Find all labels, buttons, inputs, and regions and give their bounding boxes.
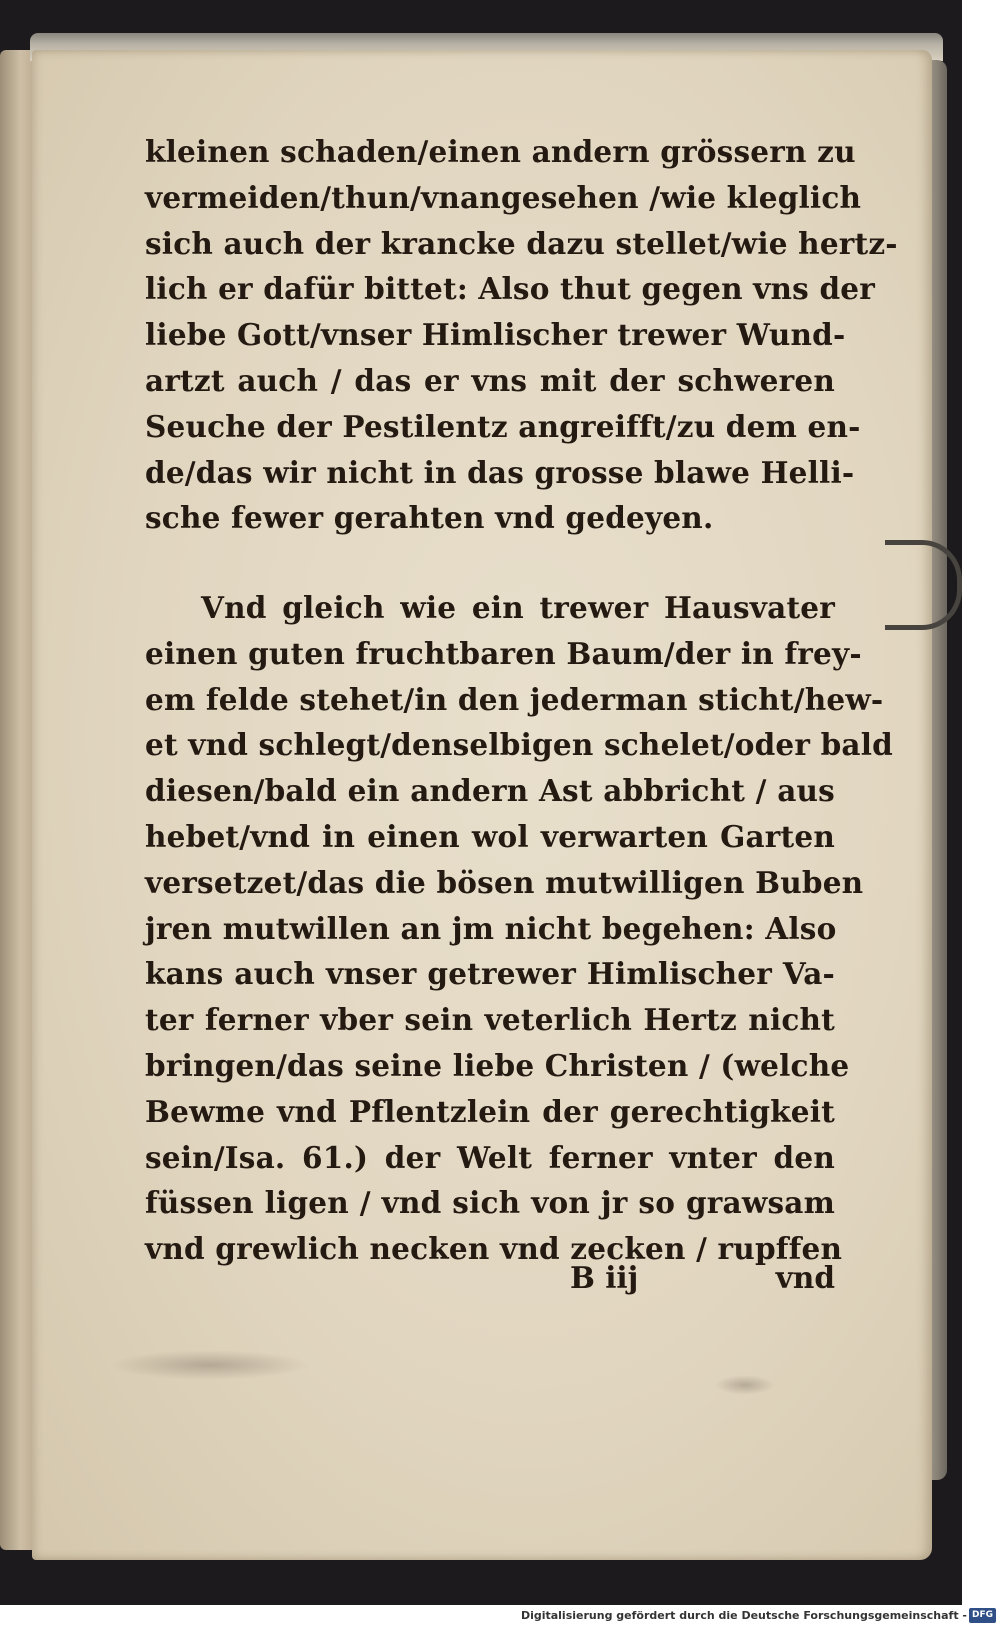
text-line: kleinen schaden/einen andern grössern zu [145, 134, 856, 169]
left-page-edge [0, 50, 34, 1550]
text-line: Bewme vnd Pflentzlein der gerechtigkeit [145, 1093, 835, 1129]
signature-mark: B iij [570, 1260, 639, 1295]
dfg-logo-icon: DFG [969, 1608, 996, 1623]
text-line: liebe Gott/vnser Himlischer trewer Wund- [145, 317, 846, 353]
text-line: jren mutwillen an jm nicht begehen: Also [145, 910, 837, 946]
paragraph-2 [145, 585, 893, 1272]
page-footer-line [145, 1255, 835, 1301]
text-line: füssen ligen / vnd sich von jr so grawsam [145, 1185, 835, 1221]
text-line: sich auch der krancke dazu stellet/wie hertz- [145, 225, 898, 261]
text-line: diesen/bald ein andern Ast abbricht / aus [145, 773, 835, 809]
text-line: sein/Isa. 61.) der Welt ferner vnter den [145, 1139, 835, 1175]
ink-smudge [715, 1375, 775, 1395]
text-line: vermeiden/thun/vnangesehen /wie kleglich [145, 179, 862, 215]
text-line: lich er dafür bittet: Also thut gegen vns der [145, 271, 875, 307]
ink-smudge [110, 1350, 310, 1380]
text-line: et vnd schlegt/denselbigen schelet/oder bald [145, 727, 893, 763]
funding-note: Digitalisierung gefördert durch die Deutsche Forschungsgemeinschaft - [520, 1609, 967, 1622]
text-line: ter ferner vber sein veterlich Hertz nicht [145, 1002, 835, 1038]
catchword: vnd [775, 1260, 835, 1295]
text-line: Vnd gleich wie ein trewer Hausvater [201, 590, 835, 625]
attribution-bar [0, 1605, 1000, 1627]
text-line: einen guten fruchtbaren Baum/der in frey- [145, 635, 862, 671]
text-line: de/das wir nicht in das grosse blawe Helli- [145, 454, 855, 490]
text-line: versetzet/das die bösen mutwilligen Buben [145, 864, 864, 900]
text-line: Seuche der Pestilentz angreifft/zu dem en- [145, 408, 861, 444]
page-clip [885, 540, 962, 630]
text-line: em felde stehet/in den jederman sticht/hew- [145, 681, 884, 717]
paragraph-1 [145, 129, 898, 541]
text-line: kans auch vnser getrewer Himlischer Va- [145, 956, 835, 992]
text-line: artzt auch / das er vns mit der schweren [145, 362, 835, 398]
text-line: bringen/das seine liebe Christen / (welche [145, 1047, 850, 1083]
text-line: vnd grewlich necken vnd zecken / rupffen [145, 1231, 843, 1267]
text-line: hebet/vnd in einen wol verwarten Garten [145, 818, 835, 854]
text-line: sche fewer gerahten vnd gedeyen. [145, 500, 714, 536]
